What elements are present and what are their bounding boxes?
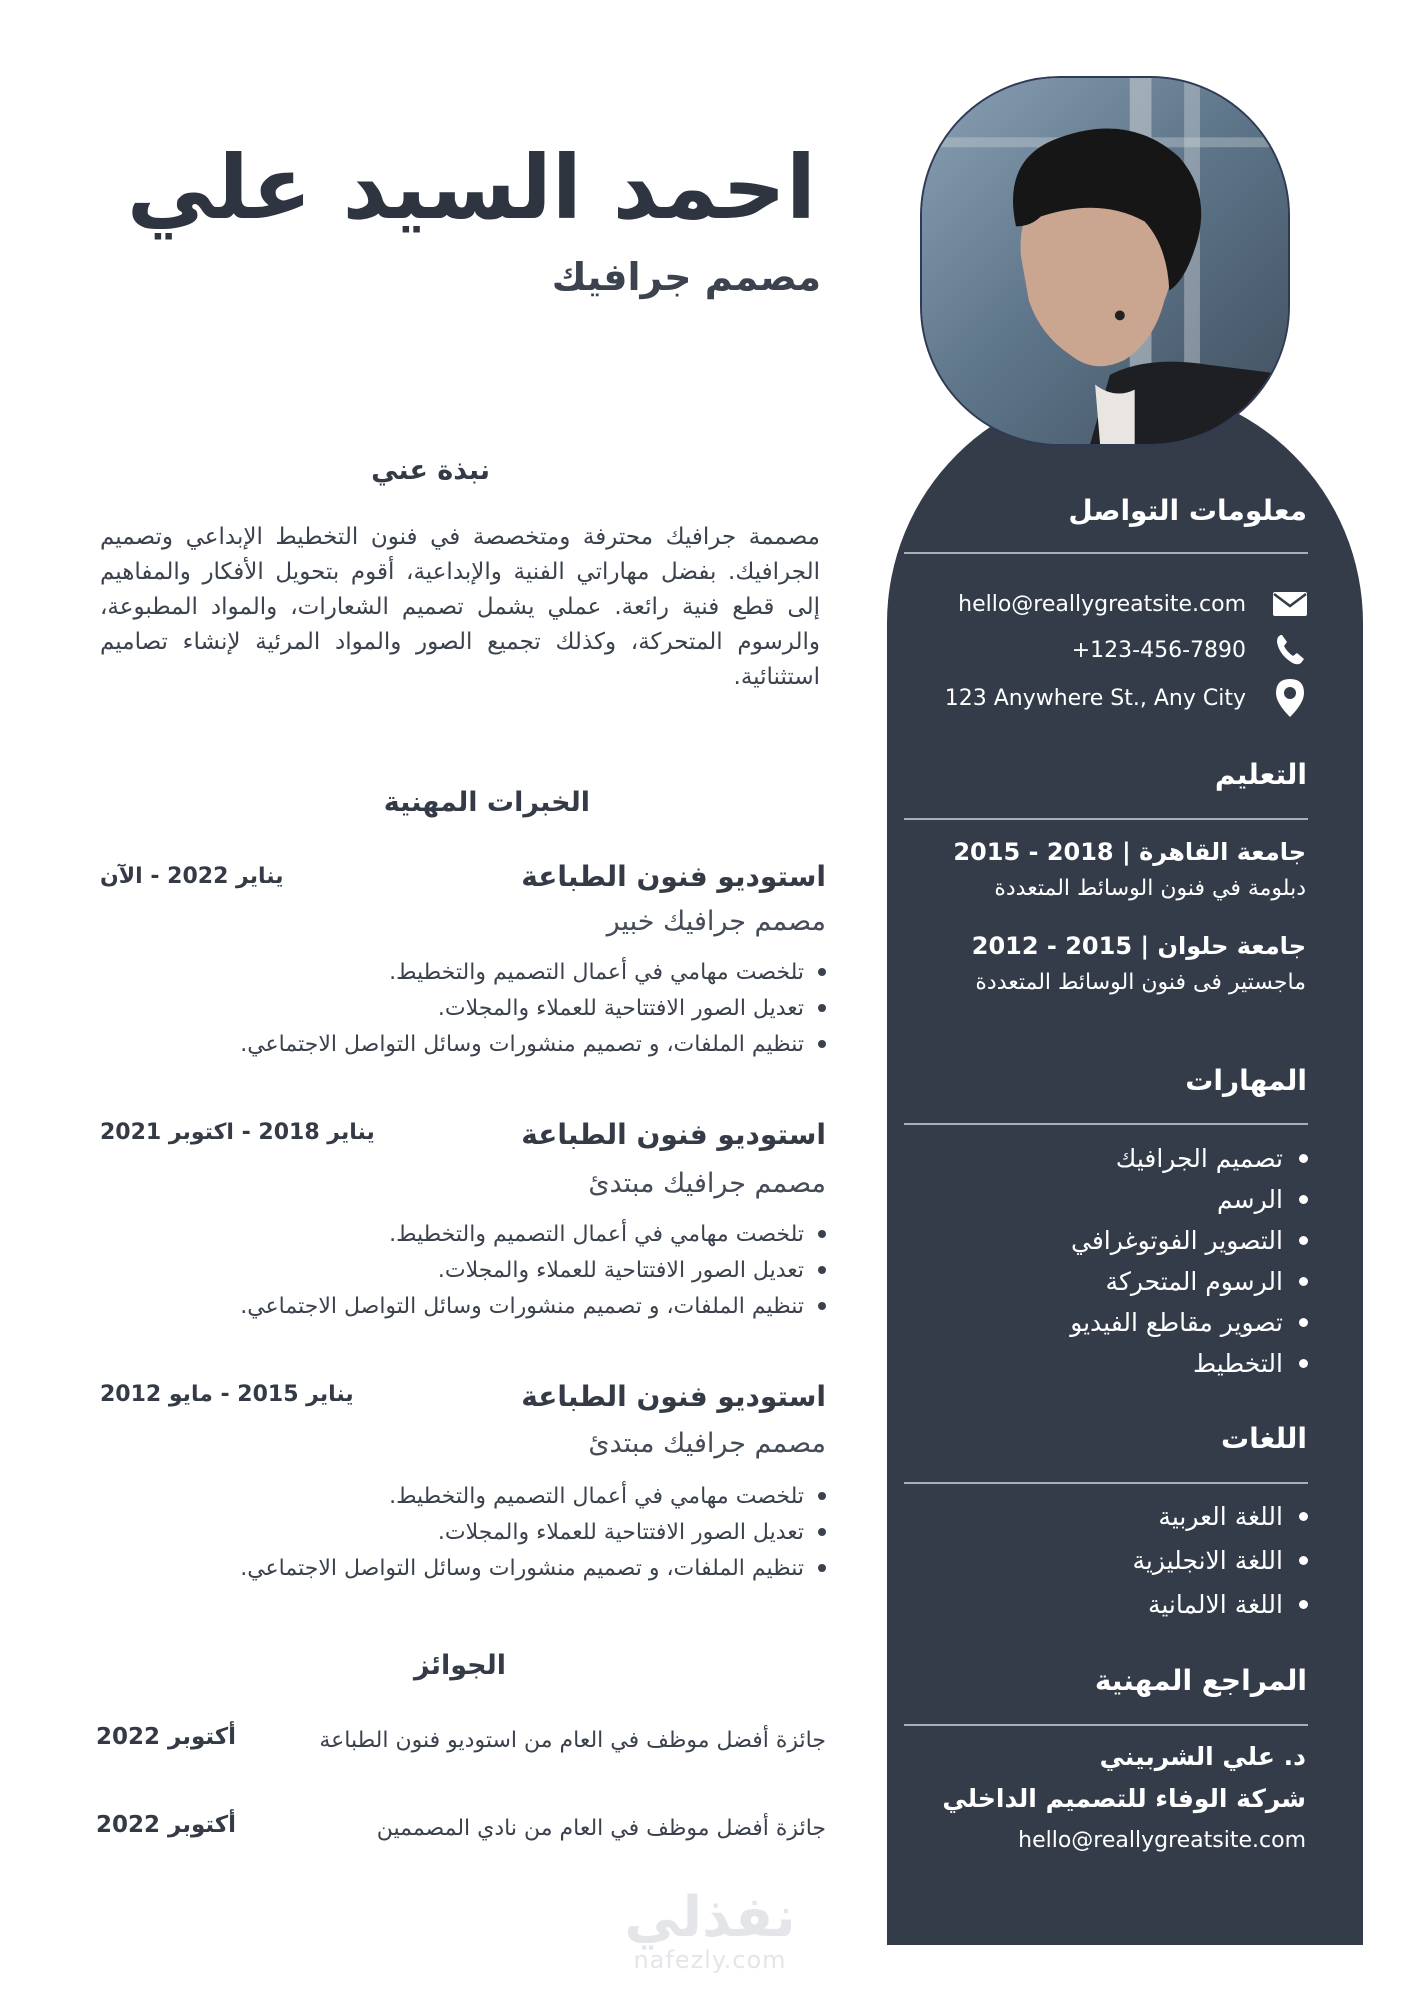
- experience-item-1-company: استوديو فنون الطباعة: [521, 860, 826, 893]
- reference-name: د. علي الشربيني: [1099, 1742, 1306, 1771]
- list-item: [1132, 1494, 1308, 1538]
- watermark: [600, 1885, 820, 1974]
- bullet-icon: [818, 1302, 826, 1310]
- list-item: [1070, 1220, 1308, 1261]
- bullet-icon: [1299, 1600, 1308, 1609]
- experience-item-3-role: مصمم جرافيك مبتدئ: [588, 1428, 826, 1459]
- candidate-name: احمد السيد علي: [126, 136, 816, 239]
- list-item: [240, 1026, 826, 1062]
- duty-text: تعديل الصور الافتتاحية للعملاء والمجلات.: [437, 1519, 804, 1545]
- experience-item-1-date: يناير 2022 - الآن: [100, 864, 284, 889]
- contact-phone-row: [1072, 632, 1308, 668]
- experience-item-3-duties: [240, 1478, 826, 1586]
- about-text: مصممة جرافيك محترفة ومتخصصة في فنون التخطيط الإبداعي وتصميم الجرافيك. بفضل مهاراتي الفنية والإبداعية، أقوم بتحويل الأفكار والمفاهيم إلى قطع فنية رائعة. عملي يشمل تصميم الشعارات، والمواد المطبوعة، والرسوم المتحركة، وكذلك تجميع الصور والمواد المرئية لإنشاء تصاميم استثنائية.: [100, 524, 820, 690]
- list-item: [1070, 1261, 1308, 1302]
- award-item-2-date: أكتوبر 2022: [96, 1812, 237, 1838]
- skill-item: التخطيط: [1192, 1349, 1283, 1378]
- award-item-2-text: جائزة أفضل موظف في العام من نادي المصممين: [376, 1816, 826, 1841]
- list-item: [240, 1216, 826, 1252]
- education-item-1-school: جامعة القاهرة: [1139, 838, 1306, 866]
- watermark-latin: nafezly.com: [633, 1946, 787, 1974]
- duty-text: تعديل الصور الافتتاحية للعملاء والمجلات.: [437, 1257, 804, 1283]
- contact-email-row: [958, 586, 1308, 622]
- skill-item: التصوير الفوتوغرافي: [1071, 1226, 1283, 1255]
- list-item: [1070, 1302, 1308, 1343]
- experience-item-3-company: استوديو فنون الطباعة: [521, 1380, 826, 1413]
- reference-email[interactable]: hello@reallygreatsite.com: [1018, 1828, 1306, 1853]
- bullet-icon: [818, 968, 826, 976]
- envelope-icon: [1272, 586, 1308, 622]
- list-item: [1132, 1582, 1308, 1626]
- experience-section-title: الخبرات المهنية: [383, 787, 590, 818]
- contact-address: 123 Anywhere St., Any City: [944, 685, 1246, 711]
- language-item: اللغة الانجليزية: [1132, 1545, 1283, 1575]
- duty-text: تلخصت مهامي في أعمال التصميم والتخطيط.: [389, 959, 804, 985]
- list-item: [1070, 1343, 1308, 1384]
- bullet-icon: [1299, 1556, 1308, 1565]
- duty-text: تنظيم الملفات، و تصميم منشورات وسائل التواصل الاجتماعي.: [240, 1293, 804, 1319]
- references-divider: [904, 1724, 1308, 1726]
- bullet-icon: [818, 1004, 826, 1012]
- contact-address-row: [945, 680, 1308, 716]
- contact-phone[interactable]: +123-456-7890: [1071, 637, 1246, 663]
- bullet-icon: [818, 1040, 826, 1048]
- bullet-icon: [1299, 1236, 1308, 1245]
- experience-item-1-duties: [240, 954, 826, 1062]
- watermark-arabic: نفذلي: [624, 1885, 796, 1950]
- language-item: اللغة الالمانية: [1147, 1589, 1283, 1619]
- education-item-1-years: 2015 - 2018: [953, 838, 1114, 866]
- contact-email[interactable]: hello@reallygreatsite.com: [958, 591, 1246, 617]
- experience-item-3-date: يناير 2015 - مايو 2012: [100, 1382, 354, 1407]
- skill-item: تصميم الجرافيك: [1115, 1144, 1283, 1173]
- bullet-icon: [1299, 1154, 1308, 1163]
- list-item: [1070, 1138, 1308, 1179]
- education-item-1-header: [953, 838, 1306, 866]
- contact-divider: [904, 552, 1308, 554]
- bullet-icon: [1299, 1318, 1308, 1327]
- bullet-icon: [1299, 1359, 1308, 1368]
- candidate-job-title: مصمم جرافيك: [551, 255, 821, 299]
- experience-item-2-company: استوديو فنون الطباعة: [521, 1118, 826, 1151]
- list-item: [240, 954, 826, 990]
- skill-item: تصوير مقاطع الفيديو: [1070, 1308, 1283, 1337]
- bullet-icon: [818, 1266, 826, 1274]
- duty-text: تعديل الصور الافتتاحية للعملاء والمجلات.: [437, 995, 804, 1021]
- list-item: [240, 1514, 826, 1550]
- skill-item: الرسوم المتحركة: [1105, 1267, 1283, 1296]
- languages-divider: [904, 1482, 1308, 1484]
- references-section-title: المراجع المهنية: [1094, 1664, 1307, 1697]
- experience-item-2-date: يناير 2018 - اكتوبر 2021: [100, 1120, 375, 1145]
- award-item-1-text: جائزة أفضل موظف في العام من استوديو فنون الطباعة: [319, 1728, 826, 1753]
- experience-item-2-role: مصمم جرافيك مبتدئ: [588, 1168, 826, 1199]
- experience-item-1-role: مصمم جرافيك خبير: [606, 906, 826, 937]
- education-item-2-school: جامعة حلوان: [1157, 932, 1306, 960]
- bullet-icon: [818, 1492, 826, 1500]
- list-item: [240, 1288, 826, 1324]
- duty-text: تلخصت مهامي في أعمال التصميم والتخطيط.: [389, 1483, 804, 1509]
- list-item: [240, 1550, 826, 1586]
- education-item-2-degree: ماجستير فى فنون الوسائط المتعددة: [975, 970, 1306, 995]
- bullet-icon: [1299, 1195, 1308, 1204]
- list-item: [1070, 1179, 1308, 1220]
- education-separator: |: [1132, 932, 1150, 960]
- bullet-icon: [818, 1230, 826, 1238]
- bullet-icon: [818, 1528, 826, 1536]
- skills-list: [1070, 1138, 1308, 1384]
- reference-company: شركة الوفاء للتصميم الداخلي: [942, 1784, 1306, 1813]
- language-item: اللغة العربية: [1158, 1501, 1283, 1531]
- profile-photo: [920, 76, 1290, 446]
- awards-section-title: الجوائز: [414, 1650, 506, 1681]
- about-section-title: نبذة عني: [371, 455, 490, 486]
- duty-text: تلخصت مهامي في أعمال التصميم والتخطيط.: [389, 1221, 804, 1247]
- award-item-1-date: أكتوبر 2022: [96, 1724, 237, 1750]
- education-item-2-years: 2012 - 2015: [971, 932, 1133, 960]
- bullet-icon: [818, 1564, 826, 1572]
- languages-list: [1132, 1494, 1308, 1626]
- education-item-1-degree: دبلومة في فنون الوسائط المتعددة: [994, 876, 1306, 901]
- education-item-2-header: [972, 932, 1306, 960]
- profile-photo-illustration: [922, 78, 1288, 444]
- skills-section-title: المهارات: [1185, 1064, 1307, 1097]
- skill-item: الرسم: [1217, 1185, 1283, 1214]
- education-section-title: التعليم: [1214, 758, 1307, 791]
- skills-divider: [904, 1123, 1308, 1125]
- duty-text: تنظيم الملفات، و تصميم منشورات وسائل التواصل الاجتماعي.: [240, 1031, 804, 1057]
- duty-text: تنظيم الملفات، و تصميم منشورات وسائل التواصل الاجتماعي.: [240, 1555, 804, 1581]
- bullet-icon: [1299, 1277, 1308, 1286]
- list-item: [240, 1252, 826, 1288]
- bullet-icon: [1299, 1512, 1308, 1521]
- experience-item-2-duties: [240, 1216, 826, 1324]
- location-pin-icon: [1272, 680, 1308, 716]
- list-item: [240, 990, 826, 1026]
- contact-section-title: معلومات التواصل: [1068, 494, 1307, 527]
- phone-icon: [1272, 632, 1308, 668]
- list-item: [1132, 1538, 1308, 1582]
- education-divider: [904, 818, 1308, 820]
- education-separator: |: [1113, 838, 1131, 866]
- list-item: [240, 1478, 826, 1514]
- languages-section-title: اللغات: [1221, 1422, 1307, 1455]
